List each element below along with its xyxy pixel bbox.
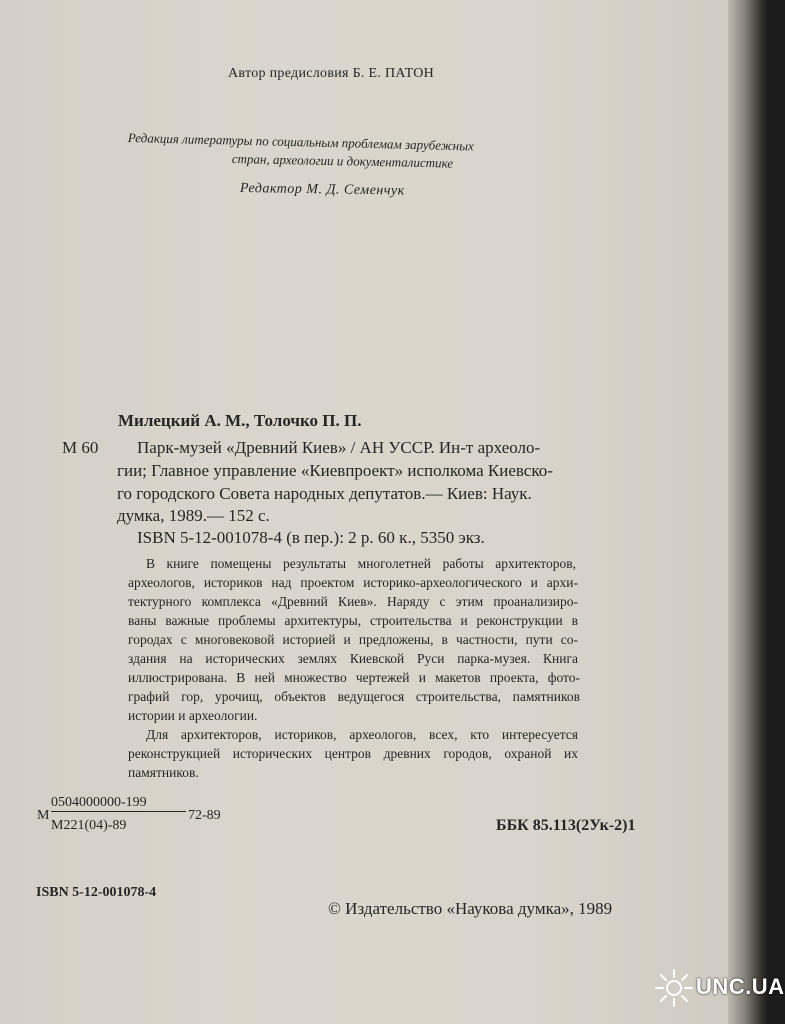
catalog-line: Парк-музей «Древний Киев» / АН УССР. Ин-т археоло- bbox=[137, 438, 541, 457]
sun-logo-icon bbox=[654, 968, 694, 1008]
editor-credit: Редактор М. Д. Семенчук bbox=[239, 181, 405, 199]
catalog-line: го городского Совета народных депутатов.— Киев: Наук. bbox=[117, 484, 532, 503]
editorial-line-2: стран, археологии и документалистике bbox=[231, 151, 454, 171]
code-suffix: 72-89 bbox=[188, 808, 221, 823]
annotation-line: памятников. bbox=[128, 765, 199, 780]
annotation-line: здания на исторических землях Киевской Руси парка-музея. Книга bbox=[128, 651, 578, 666]
annotation-line: реконструкцией исторических центров древних городов, охраной их bbox=[128, 746, 578, 761]
annotation-line: археологов, историков над проектом историко-археологического и архи- bbox=[128, 575, 578, 590]
annotation-line: иллюстрирована. В ней множество чертежей и макетов проекта, фото- bbox=[128, 670, 580, 685]
copyright-line: © Издательство «Наукова думка», 1989 bbox=[328, 899, 613, 918]
annotation-line: тектурного комплекса «Древний Киев». Наряду с этим проанализиро- bbox=[128, 594, 578, 609]
code-numerator: 0504000000-199 bbox=[51, 795, 186, 812]
bbk-code: ББК 85.113(2Ук-2)1 bbox=[496, 817, 636, 834]
catalog-authors: Милецкий А. М., Толочко П. П. bbox=[118, 411, 362, 430]
annotation-line: Для архитекторов, историков, археологов, всех, кто интересуется bbox=[146, 727, 578, 742]
catalog-index: М 60 bbox=[62, 438, 99, 457]
site-watermark bbox=[654, 966, 785, 1010]
page-edge-shadow bbox=[728, 0, 768, 1024]
catalog-line: гии; Главное управление «Киевпроект» исполкома Киевско- bbox=[117, 461, 553, 480]
code-denominator: М221(04)-89 bbox=[51, 818, 127, 833]
editorial-line-1: Редакция литературы по социальным проблемам зарубежных bbox=[127, 130, 474, 154]
code-prefix: М bbox=[37, 808, 50, 823]
catalog-line: думка, 1989.— 152 с. bbox=[117, 506, 270, 525]
annotation-line: графий гор, урочищ, объектов ведущегося строительства, памятников bbox=[128, 689, 580, 704]
catalog-line: ISBN 5-12-001078-4 (в пер.): 2 р. 60 к., 5350 экз. bbox=[137, 528, 485, 547]
annotation-line: В книге помещены результаты многолетней работы архитекторов, bbox=[146, 556, 576, 571]
annotation-line: истории и археологии. bbox=[128, 708, 258, 723]
watermark-text: UNC.UA bbox=[696, 974, 785, 999]
annotation-line: ваны важные проблемы архитектуры, строительства и реконструкции в bbox=[128, 613, 578, 628]
annotation-line: городах с многовековой историей и предложены, в частности, пути со- bbox=[128, 632, 578, 647]
preface-author: Автор предисловия Б. Е. ПАТОН bbox=[228, 66, 435, 81]
footer-isbn: ISBN 5-12-001078-4 bbox=[36, 885, 157, 900]
